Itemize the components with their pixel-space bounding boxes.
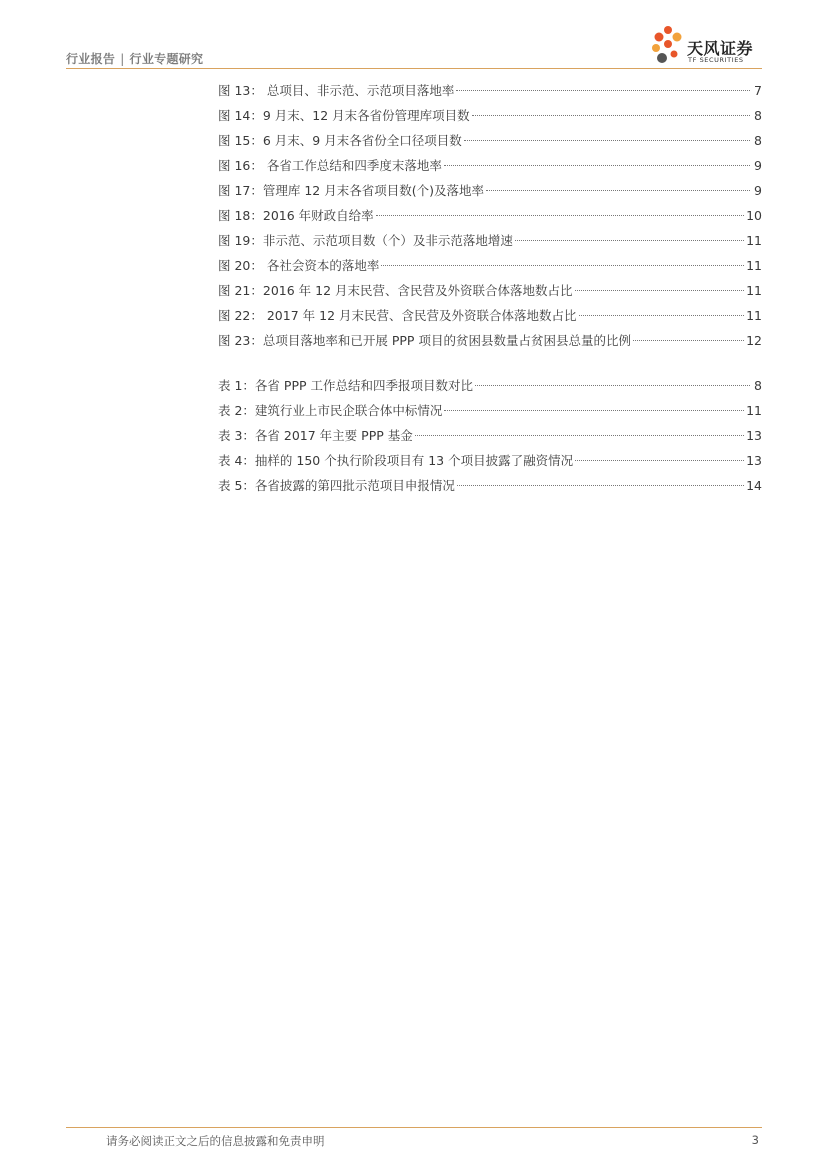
toc-entry-page: 8: [754, 108, 762, 123]
toc-entry-label: 图 17：管理库 12 月末各省项目数(个)及落地率: [218, 183, 484, 198]
table-toc-entry[interactable]: [218, 473, 762, 498]
logo-name-en: TF SECURITIES: [688, 56, 744, 64]
figure-toc-entry[interactable]: [218, 128, 762, 153]
dot-leader: [444, 165, 750, 166]
table-toc-entry[interactable]: [218, 423, 762, 448]
toc-entry-label: 图 16： 各省工作总结和四季度末落地率: [218, 158, 442, 173]
dot-leader: [515, 240, 744, 241]
table-toc-entry[interactable]: [218, 448, 762, 473]
toc-entry-page: 9: [754, 183, 762, 198]
category-label: 行业报告: [66, 52, 116, 66]
toc-entry-page: 9: [754, 158, 762, 173]
toc-entry-page: 10: [746, 208, 762, 223]
toc-entry-page: 11: [746, 403, 762, 418]
figure-toc-entry[interactable]: [218, 253, 762, 278]
logo-name-cn: 天风证券: [687, 39, 754, 58]
toc-entry-label: 图 20： 各社会资本的落地率: [218, 258, 380, 273]
figure-list: [218, 78, 762, 353]
figure-toc-entry[interactable]: [218, 78, 762, 103]
dot-leader: [579, 315, 745, 316]
figure-toc-entry[interactable]: [218, 278, 762, 303]
toc-entry-label: 表 2：建筑行业上市民企联合体中标情况: [218, 403, 443, 418]
toc-entry-label: 表 4：抽样的 150 个执行阶段项目有 13 个项目披露了融资情况: [218, 453, 574, 468]
figure-toc-entry[interactable]: [218, 303, 762, 328]
table-toc-entry[interactable]: [218, 398, 762, 423]
dot-leader: [633, 340, 744, 341]
company-logo: [650, 24, 770, 70]
figure-toc-entry[interactable]: [218, 153, 762, 178]
subcategory-label: 行业专题研究: [129, 52, 204, 66]
toc-entry-label: 图 13： 总项目、非示范、示范项目落地率: [218, 83, 455, 98]
toc-entry-label: 表 5：各省披露的第四批示范项目申报情况: [218, 478, 455, 493]
dot-leader: [376, 215, 744, 216]
toc-entry-page: 11: [746, 283, 762, 298]
toc-entry-label: 图 23：总项目落地率和已开展 PPP 项目的贫困县数量占贫困县总量的比例: [218, 333, 631, 348]
figure-toc-entry[interactable]: [218, 103, 762, 128]
toc-entry-page: 11: [746, 258, 762, 273]
category-separator: |: [120, 52, 125, 66]
toc-entry-page: 12: [746, 333, 762, 348]
toc-entry-page: 13: [746, 428, 762, 443]
toc-entry-page: 11: [746, 233, 762, 248]
toc-entry-label: 表 1：各省 PPP 工作总结和四季报项目数对比: [218, 378, 473, 393]
toc-entry-label: 图 22： 2017 年 12 月末民营、含民营及外资联合体落地数占比: [218, 308, 577, 323]
toc-entry-label: 图 19：非示范、示范项目数（个）及非示范落地增速: [218, 233, 513, 248]
toc-entry-page: 8: [754, 133, 762, 148]
header-divider: [66, 68, 762, 69]
toc-entry-label: 图 21：2016 年 12 月末民营、含民营及外资联合体落地数占比: [218, 283, 573, 298]
footer-disclaimer: 请务必阅读正文之后的信息披露和免责申明: [106, 1134, 325, 1148]
figure-toc-entry[interactable]: [218, 328, 762, 353]
dot-leader: [381, 265, 744, 266]
dot-leader: [457, 485, 744, 486]
figure-toc-entry[interactable]: [218, 203, 762, 228]
dot-leader: [444, 410, 744, 411]
toc-entry-label: 图 14：9 月末、12 月末各省份管理库项目数: [218, 108, 470, 123]
dot-leader: [464, 140, 750, 141]
dot-leader: [575, 460, 744, 461]
figure-toc-entry[interactable]: [218, 178, 762, 203]
dot-leader: [475, 385, 750, 386]
dot-leader: [472, 115, 750, 116]
toc-entry-label: 图 15：6 月末、9 月末各省份全口径项目数: [218, 133, 462, 148]
toc-entry-page: 11: [746, 308, 762, 323]
dot-leader: [456, 90, 750, 91]
page-number: 3: [751, 1133, 759, 1147]
toc-entry-page: 8: [754, 378, 762, 393]
table-list: [218, 373, 762, 498]
footer-divider: [66, 1127, 762, 1128]
figure-toc-entry[interactable]: [218, 228, 762, 253]
dot-leader: [415, 435, 744, 436]
toc-entry-page: 14: [746, 478, 762, 493]
dot-leader: [486, 190, 750, 191]
report-category: [66, 50, 203, 67]
toc-entry-label: 表 3：各省 2017 年主要 PPP 基金: [218, 428, 413, 443]
dot-leader: [575, 290, 745, 291]
toc-entry-page: 7: [754, 83, 762, 98]
toc-entry-label: 图 18：2016 年财政自给率: [218, 208, 374, 223]
table-toc-entry[interactable]: [218, 373, 762, 398]
flower-logo-icon: [650, 24, 686, 70]
toc-entry-page: 13: [746, 453, 762, 468]
